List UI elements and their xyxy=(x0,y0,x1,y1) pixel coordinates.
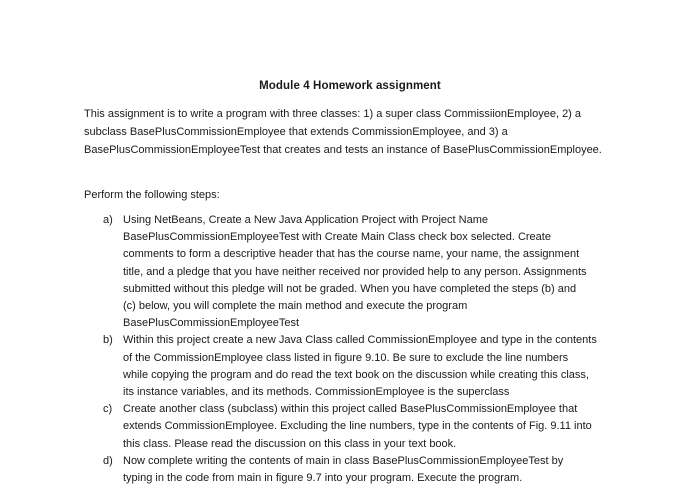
step-line: Now complete writing the contents of main in class BasePlusCommissionEmployeeTest by xyxy=(123,454,564,467)
step-line: Create another class (subclass) within this project called BasePlusCommissionEmployee that xyxy=(123,403,578,416)
step-line: comments to form a descriptive header that has the course name, your name, the assignment xyxy=(123,248,580,261)
step-line: (c) below, you will complete the main method and execute the program xyxy=(123,300,468,313)
step-letter: c) xyxy=(103,403,113,416)
step-line: its instance variables, and its methods. CommissionEmployee is the superclass xyxy=(123,386,510,399)
step-line: Within this project create a new Java Class called CommissionEmployee and type in the contents xyxy=(123,334,597,347)
step-a xyxy=(103,212,643,332)
step-line: title, and a pledge that you have neither received nor provided help to any person. Assignments xyxy=(123,265,587,278)
steps-heading: Perform the following steps: xyxy=(84,189,220,201)
step-line: of the CommissionEmployee class listed in figure 9.10. Be sure to exclude the line numbers xyxy=(123,351,569,364)
step-line: extends CommissionEmployee. Excluding the line numbers, type in the contents of Fig. 9.11 into xyxy=(123,420,592,433)
step-line: submitted without this pledge will not be graded. When you have completed the steps (b) and xyxy=(123,282,577,295)
step-d xyxy=(103,453,643,487)
step-letter: b) xyxy=(103,334,113,347)
intro-line: subclass BasePlusCommissionEmployee that extends CommissionEmployee, and 3) a xyxy=(84,126,508,138)
step-letter: d) xyxy=(103,454,113,467)
step-line: while copying the program and do read the text book on the discussion while creating this class, xyxy=(123,368,589,381)
step-letter: a) xyxy=(103,214,113,226)
step-line: Using NetBeans, Create a New Java Application Project with Project Name xyxy=(123,214,489,226)
step-b xyxy=(103,332,643,401)
intro-paragraph xyxy=(84,105,644,159)
intro-line: BasePlusCommissionEmployeeTest that creates and tests an instance of BasePlusCommissionEmployee. xyxy=(84,144,602,156)
step-line: typing in the code from main in figure 9.7 into your program. Execute the program. xyxy=(123,472,523,485)
intro-line: This assignment is to write a program with three classes: 1) a super class CommissiionEmployee, 2) a xyxy=(84,108,582,120)
step-line: this class. Please read the discussion on this class in your text book. xyxy=(123,437,457,450)
step-c xyxy=(103,401,643,453)
steps-list xyxy=(103,212,643,487)
step-line: BasePlusCommissionEmployeeTest with Create Main Class check box selected. Create xyxy=(123,231,551,244)
document-title: Module 4 Homework assignment xyxy=(259,80,441,92)
step-line: BasePlusCommissionEmployeeTest xyxy=(123,317,300,330)
